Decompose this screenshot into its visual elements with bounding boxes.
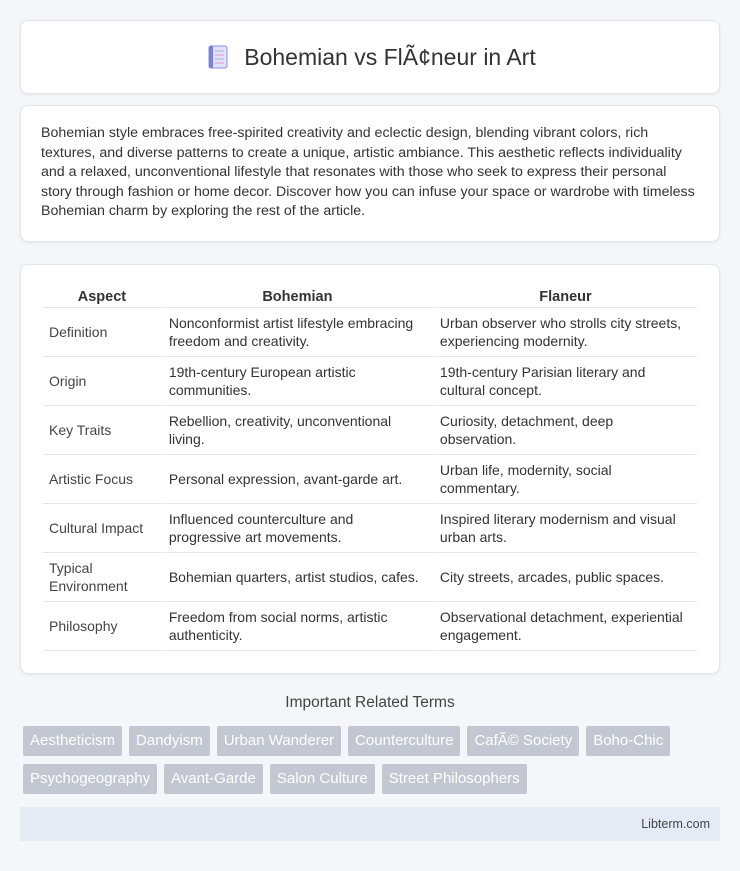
table-row [43,553,697,602]
tag-psychogeography[interactable]: Psychogeography [23,764,157,794]
title-wrap [204,43,535,71]
row-aspect: Origin [43,357,161,406]
row-bohemian: Bohemian quarters, artist studios, cafes. [161,553,432,602]
row-aspect: Typical Environment [43,553,161,602]
row-aspect: Cultural Impact [43,504,161,553]
row-bohemian: 19th-century European artistic communities. [161,357,432,406]
tag-avant-garde[interactable]: Avant-Garde [164,764,263,794]
tag-dandyism[interactable]: Dandyism [129,726,210,756]
row-bohemian: Personal expression, avant-garde art. [161,455,432,504]
row-aspect: Philosophy [43,602,161,651]
row-flaneur: City streets, arcades, public spaces. [432,553,697,602]
row-bohemian: Freedom from social norms, artistic authenticity. [161,602,432,651]
row-aspect: Key Traits [43,406,161,455]
row-bohemian: Rebellion, creativity, unconventional living. [161,406,432,455]
row-aspect: Artistic Focus [43,455,161,504]
tag-aestheticism[interactable]: Aestheticism [23,726,122,756]
header-flaneur: Flaneur [432,287,697,308]
tag-cafe-society[interactable]: CafÃ© Society [467,726,579,756]
intro-text: Bohemian style embraces free-spirited creativity and eclectic design, blending vibrant colors, rich textures, and diverse patterns to create a unique, artistic ambiance. This aesthetic reflects individuality and a relaxed, unconventional lifestyle that resonates with those who seek to express their personal story through fashion or home decor. Discover how you can infuse your space or wardrobe with timeless Bohemian charm by exploring the rest of the article. [41,125,695,220]
row-flaneur: Inspired literary modernism and visual urban arts. [432,504,697,553]
footer-link[interactable]: Libterm.com [641,817,710,831]
intro-card [20,105,720,242]
related-terms-tags [23,726,723,794]
tag-street-philosophers[interactable]: Street Philosophers [382,764,527,794]
row-flaneur: Observational detachment, experiential engagement. [432,602,697,651]
table-row [43,504,697,553]
tag-counterculture[interactable]: Counterculture [348,726,460,756]
row-flaneur: 19th-century Parisian literary and cultural concept. [432,357,697,406]
comparison-table-card [20,264,720,674]
table-row [43,406,697,455]
header-aspect: Aspect [43,287,161,308]
footer [20,807,720,841]
row-flaneur: Urban life, modernity, social commentary. [432,455,697,504]
related-terms-title: Important Related Terms [285,694,455,711]
page-title: Bohemian vs FlÃ¢neur in Art [244,43,536,70]
table-row [43,357,697,406]
table-row [43,455,697,504]
table-row [43,602,697,651]
book-icon [204,43,232,71]
comparison-table [43,287,697,651]
row-flaneur: Curiosity, detachment, deep observation. [432,406,697,455]
tag-salon-culture[interactable]: Salon Culture [270,764,375,794]
table-row [43,308,697,357]
row-aspect: Definition [43,308,161,357]
header-bohemian: Bohemian [161,287,432,308]
tag-boho-chic[interactable]: Boho-Chic [586,726,670,756]
row-flaneur: Urban observer who strolls city streets, experiencing modernity. [432,308,697,357]
header-card [20,20,720,94]
tag-urban-wanderer[interactable]: Urban Wanderer [217,726,341,756]
row-bohemian: Influenced counterculture and progressive art movements. [161,504,432,553]
row-bohemian: Nonconformist artist lifestyle embracing freedom and creativity. [161,308,432,357]
table-header-row [43,287,697,308]
